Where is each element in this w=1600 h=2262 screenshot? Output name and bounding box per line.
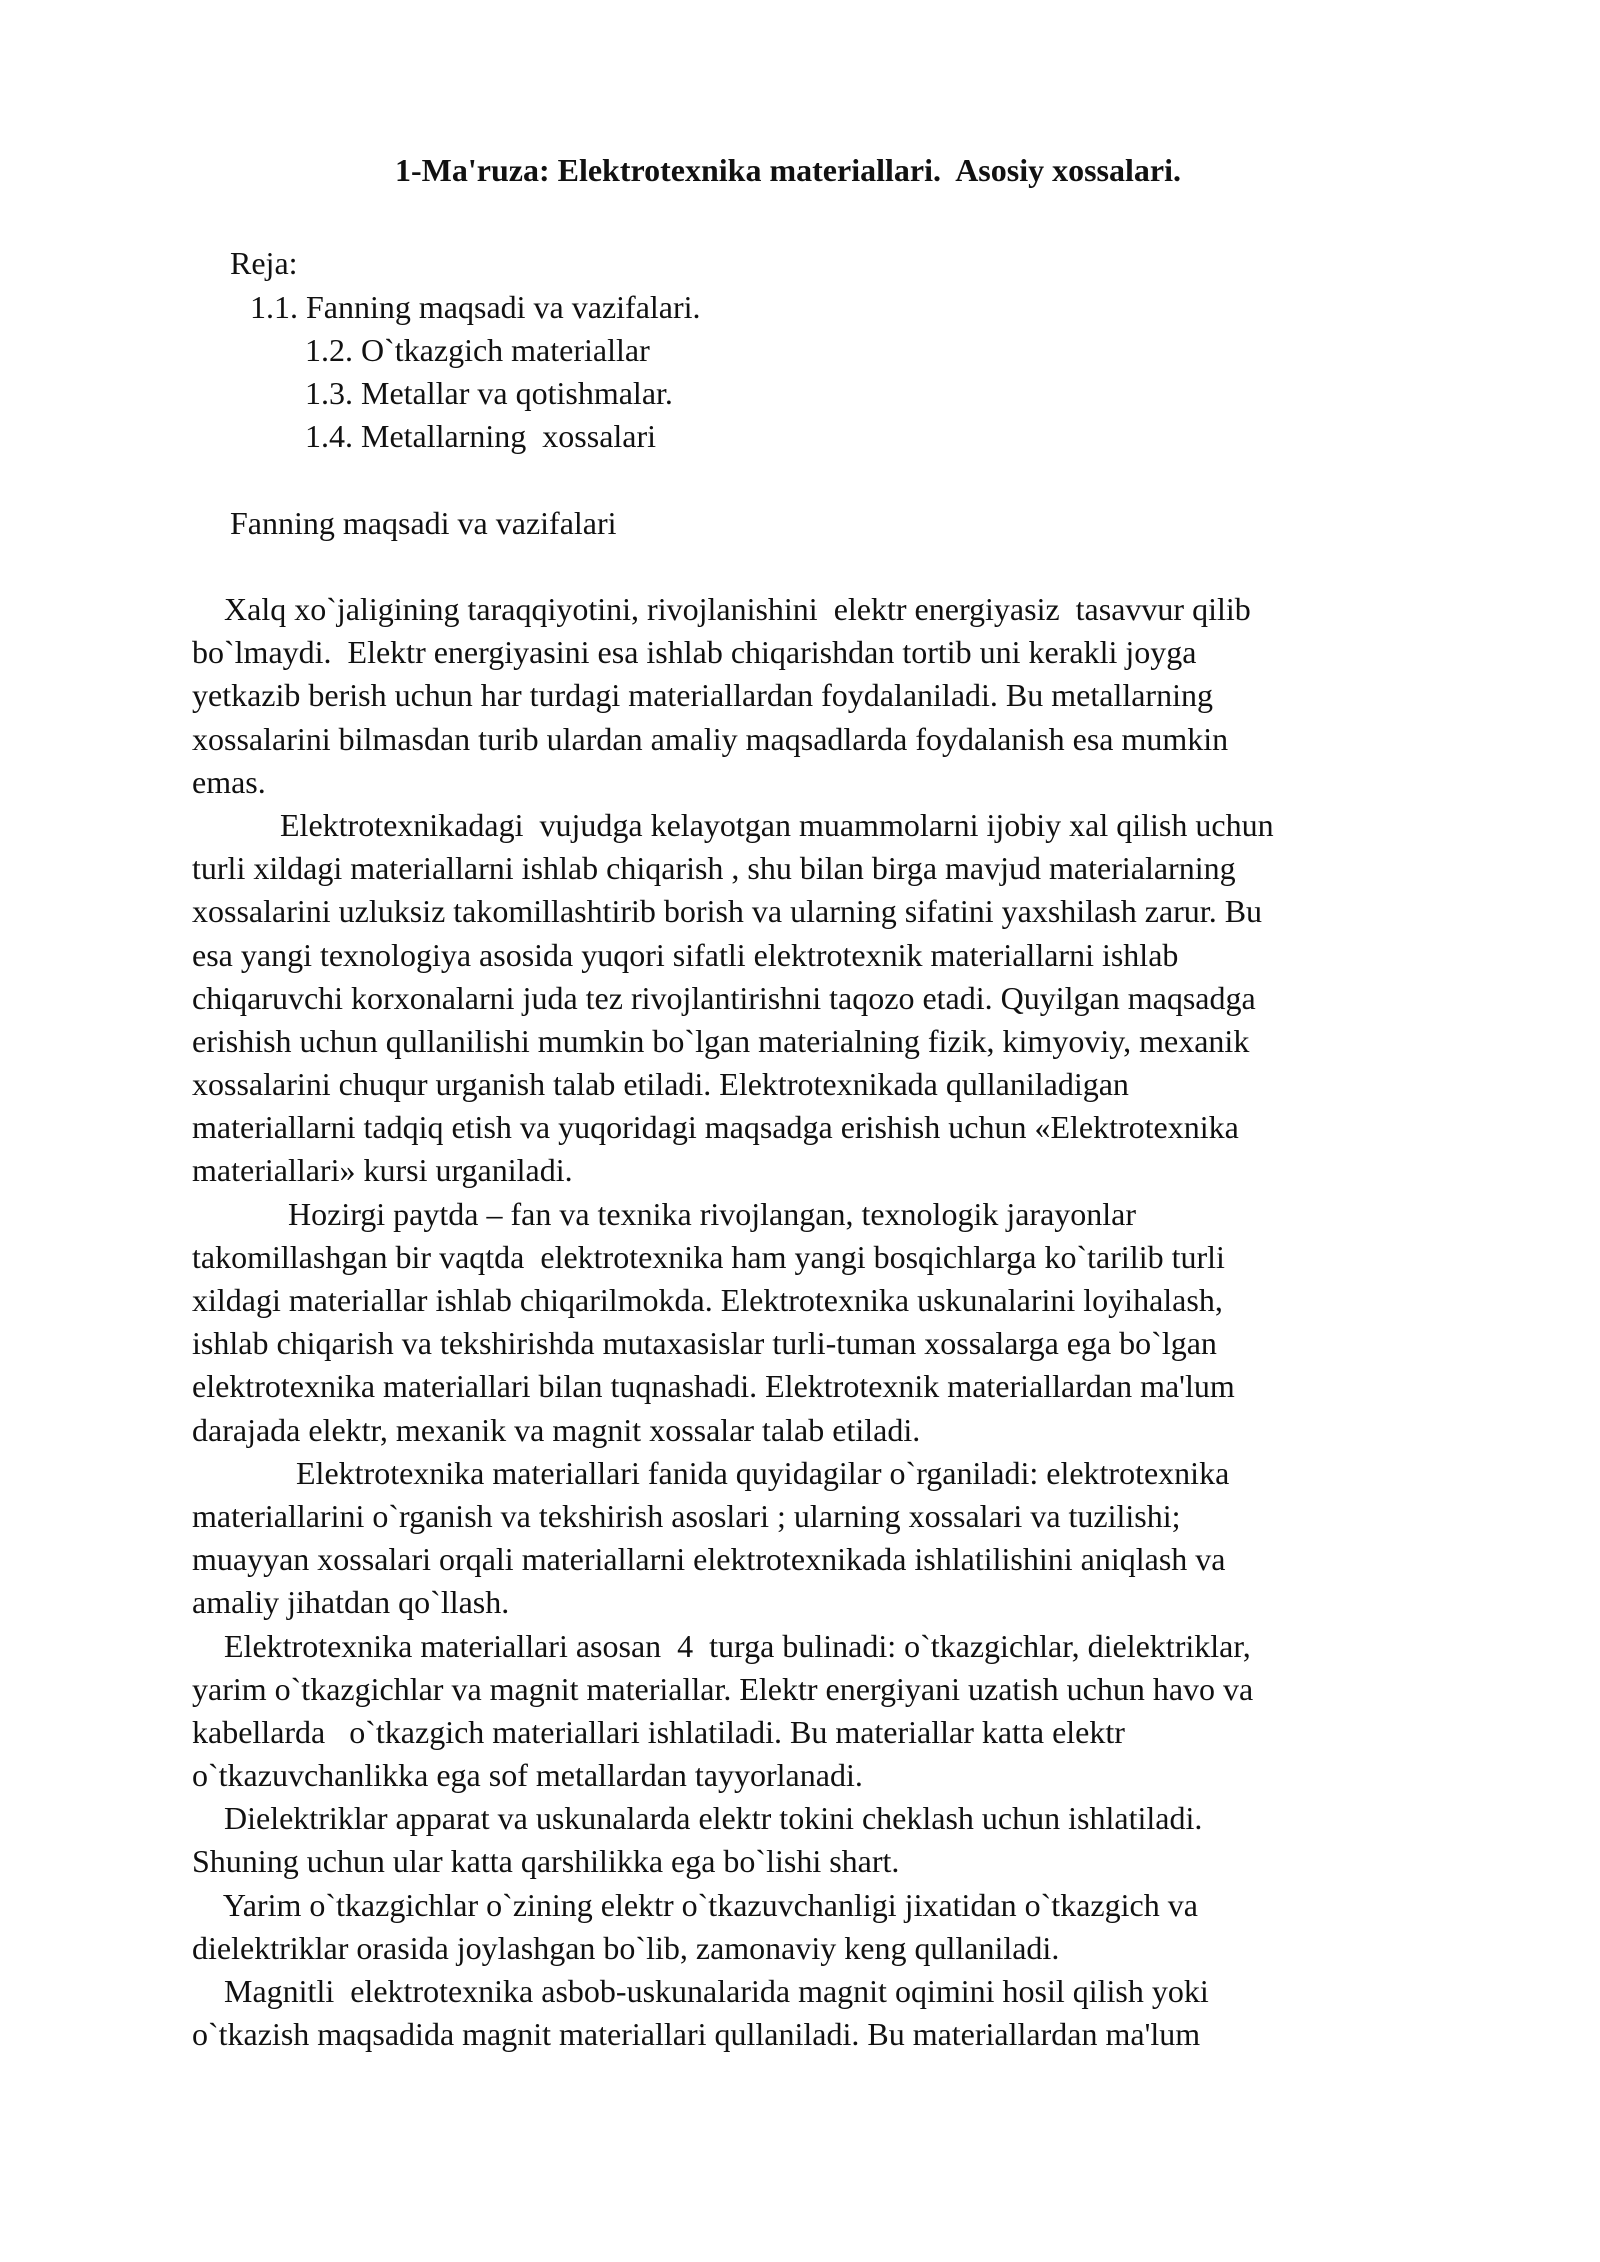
body-line: Elektrotexnika materiallari asosan 4 turga bulinadi: o`tkazgichlar, dielektriklar,	[192, 1627, 1251, 1664]
body-line: bo`lmaydi. Elektr energiyasini esa ishlab chiqarishdan tortib uni kerakli joyga	[192, 634, 1197, 671]
body-line: amaliy jihatdan qo`llash.	[192, 1584, 510, 1621]
body-line: Dielektriklar apparat va uskunalarda elektr tokini cheklash uchun ishlatiladi.	[192, 1800, 1203, 1837]
body-line: takomillashgan bir vaqtda elektrotexnika ham yangi bosqichlarga ko`tarilib turli	[192, 1238, 1225, 1275]
body-line: xossalarini chuqur urganish talab etiladi. Elektrotexnikada qullaniladigan	[192, 1066, 1129, 1103]
page-title: 1-Ma'ruza: Elektrotexnika materiallari. Asosiy xossalari.	[395, 152, 1181, 188]
body-line: Yarim o`tkazgichlar o`zining elektr o`tkazuvchanligi jixatidan o`tkazgich va	[192, 1886, 1198, 1923]
body-line: erishish uchun qullanilishi mumkin bo`lgan materialning fizik, kimyoviy, mexanik	[192, 1022, 1250, 1059]
body-line: emas.	[192, 763, 266, 800]
body-line: ishlab chiqarish va tekshirishda mutaxasislar turli-tuman xossalarga ega bo`lgan	[192, 1325, 1217, 1362]
body-line: Elektrotexnika materiallari fanida quyidagilar o`rganiladi: elektrotexnika	[192, 1454, 1230, 1491]
body-line: o`tkazish maqsadida magnit materiallari qullaniladi. Bu materiallardan ma'lum	[192, 2016, 1201, 2053]
body-line: chiqaruvchi korxonalarni juda tez rivojlantirishni taqozo etadi. Quyilgan maqsadga	[192, 979, 1256, 1016]
body-line: xossalarini uzluksiz takomillashtirib borish va ularning sifatini yaxshilash zarur. Bu	[192, 893, 1263, 930]
body-text	[192, 588, 1482, 2056]
body-line: Magnitli elektrotexnika asbob-uskunalarida magnit oqimini hosil qilish yoki	[192, 1973, 1209, 2009]
body-line: o`tkazuvchanlikka ega sof metallardan tayyorlanadi.	[192, 1757, 863, 1794]
body-line: elektrotexnika materiallari bilan tuqnashadi. Elektrotexnik materiallardan ma'lum	[192, 1368, 1235, 1405]
plan-item-3: 1.3. Metallar va qotishmalar.	[305, 375, 673, 411]
body-line: darajada elektr, mexanik va magnit xossalar talab etiladi.	[192, 1411, 921, 1448]
body-line: Hozirgi paytda – fan va texnika rivojlangan, texnologik jarayonlar	[192, 1195, 1137, 1232]
plan-item-4: 1.4. Metallarning xossalari	[305, 418, 657, 454]
body-line: yarim o`tkazgichlar va magnit materiallar. Elektr energiyani uzatish uchun havo va	[192, 1670, 1254, 1707]
plan-label: Reja:	[230, 245, 298, 281]
section-heading: Fanning maqsadi va vazifalari	[230, 505, 617, 541]
plan-item-2: 1.2. O`tkazgich materiallar	[305, 332, 650, 368]
body-line: Elektrotexnikadagi vujudga kelayotgan muammolarni ijobiy xal qilish uchun	[192, 806, 1274, 843]
body-line: xossalarini bilmasdan turib ulardan amaliy maqsadlarda foydalanish esa mumkin	[192, 720, 1229, 757]
body-line: xildagi materiallar ishlab chiqarilmokda. Elektrotexnika uskunalarini loyihalash,	[192, 1282, 1223, 1318]
body-line: Shuning uchun ular katta qarshilikka ega bo`lishi shart.	[192, 1843, 900, 1880]
body-line: materiallari» kursi urganiladi.	[192, 1152, 573, 1189]
body-line: Xalq xo`jaligining taraqqiyotini, rivojlanishini elektr energiyasiz tasavvur qilib	[192, 591, 1251, 627]
plan-item-1: 1.1. Fanning maqsadi va vazifalari.	[250, 289, 701, 325]
body-line: kabellarda o`tkazgich materiallari ishlatiladi. Bu materiallar katta elektr	[192, 1713, 1125, 1750]
body-line: dielektriklar orasida joylashgan bo`lib, zamonaviy keng qullaniladi.	[192, 1929, 1060, 1966]
body-line: materiallarni tadqiq etish va yuqoridagi maqsadga erishish uchun «Elektrotexnika	[192, 1109, 1239, 1146]
body-line: materiallarini o`rganish va tekshirish asoslari ; ularning xossalari va tuzilishi;	[192, 1497, 1181, 1534]
body-line: muayyan xossalari orqali materiallarni elektrotexnikada ishlatilishini aniqlash va	[192, 1541, 1226, 1578]
body-line: esa yangi texnologiya asosida yuqori sifatli elektrotexnik materiallarni ishlab	[192, 936, 1179, 973]
body-line: yetkazib berish uchun har turdagi materiallardan foydalaniladi. Bu metallarning	[192, 677, 1213, 714]
body-line: turli xildagi materiallarni ishlab chiqarish , shu bilan birga mavjud materialarning	[192, 850, 1236, 887]
